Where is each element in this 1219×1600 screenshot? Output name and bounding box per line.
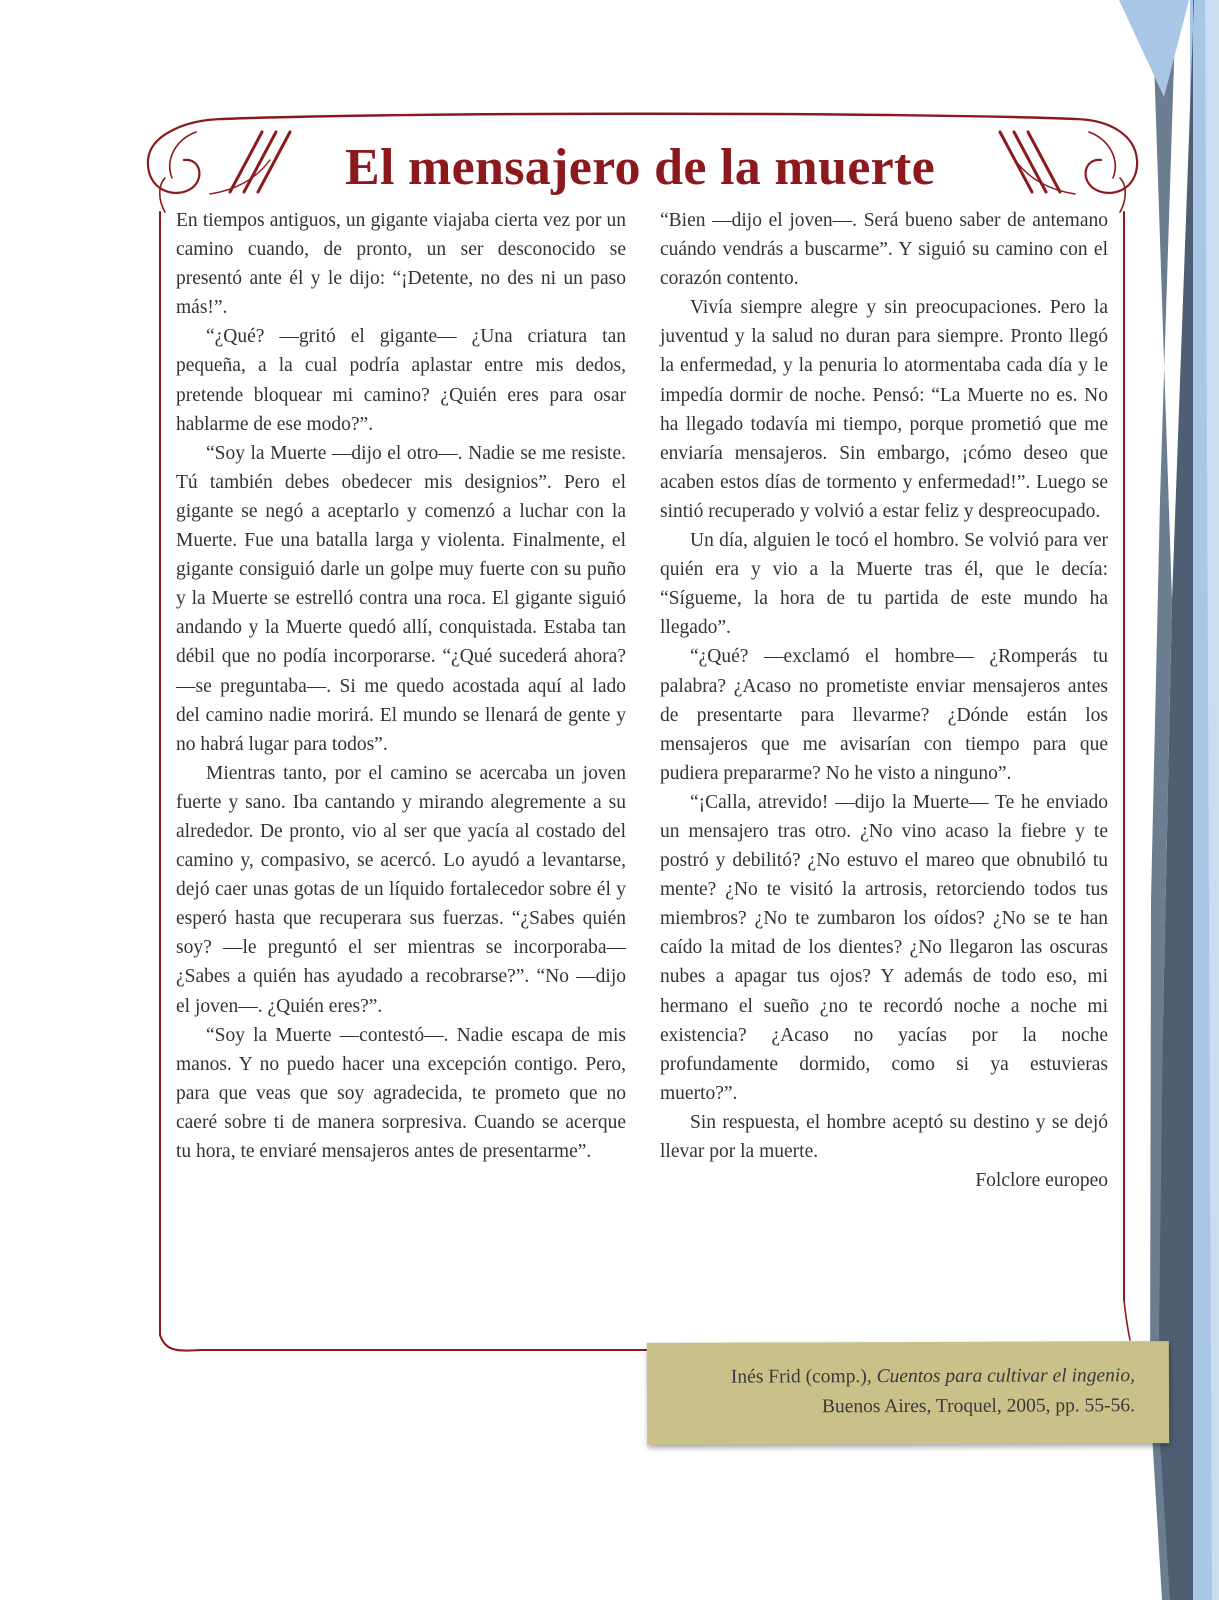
right-text-column xyxy=(660,206,1108,1195)
citation-text xyxy=(731,1361,1135,1422)
page-number: 65 xyxy=(1100,34,1124,57)
paragraph: Vivía siempre alegre y sin preocupaciones. Pero la juventud y la salud no duran para siempre. Pronto llegó la enfermedad, y la penuria lo atormentaba cada día y le impedía dormir de noche. Pensó: “La Muerte no es. No ha llegado todavía mi tiempo, porque prometió que me enviaría mensajeros. Sin embargo, ¡cómo deseo que acaben estos días de tormento y enfermedad!”. Luego se sintió recuperado y volvió a estar feliz y despreocupado. xyxy=(660,297,1108,522)
paragraph: En tiempos antiguos, un gigante viajaba cierta vez por un camino cuando, de pronto, un ser desconocido se presentó ante él y le dijo: “¡Detente, no des ni un paso más!”. xyxy=(176,210,626,319)
left-text-column xyxy=(176,206,626,1166)
citation-book-title: Cuentos para cultivar el ingenio, xyxy=(876,1365,1135,1388)
citation-publication: Buenos Aires, Troquel, 2005, pp. 55-56. xyxy=(821,1395,1136,1418)
paragraph: “Soy la Muerte —dijo el otro—. Nadie se me resiste. Tú también debes obedecer mis designios”. Pero el gigante se negó a aceptarlo y comenzó a luchar con la Muerte. Fue una batalla larga y violenta. Finalmente, el gigante consiguió darle un golpe muy fuerte con su puño y la Muerte se estrelló contra una roca. El gigante siguió andando y la Muerte quedó allí, conquistada. Estaba tan débil que no podía incorporarse. “¿Qué sucederá ahora? —se preguntaba—. Si me quedo acostada aquí al lado del camino nadie morirá. El mundo se llenará de gente y no habrá lugar para todos”. xyxy=(176,442,626,755)
paragraph: Sin respuesta, el hombre aceptó su destino y se dejó llevar por la muerte. xyxy=(660,1111,1108,1162)
story-title: El mensajero de la muerte xyxy=(345,139,935,196)
citation-author: Inés Frid (comp.), xyxy=(730,1366,872,1388)
paragraph: “Soy la Muerte —contestó—. Nadie escapa de mis manos. Y no puedo hacer una excepción contigo. Pero, para que veas que soy agradecida, te prometo que no caeré sobre ti de manera sorpresiva. Cuando se acerque tu hora, te enviaré mensajeros antes de presentarme”. xyxy=(176,1024,626,1162)
paragraph: “¿Qué? —exclamó el hombre— ¿Romperás tu palabra? ¿Acaso no prometiste enviar mensajeros antes de presentarte para llevarme? ¿Dónde están los mensajeros que me avisarían con tiempo para que pudiera prepararme? No he visto a ninguno”. xyxy=(660,646,1108,784)
source-citation-note xyxy=(647,1341,1169,1445)
paragraph: Un día, alguien le tocó el hombro. Se volvió para ver quién era y vio a la Muerte tras él, que le decía: “Sígueme, la hora de tu partida de este mundo ha llegado”. xyxy=(660,530,1108,639)
paragraph: “¿Qué? —gritó el gigante— ¿Una criatura tan pequeña, a la cual podría aplastar entre mis dedos, pretende bloquear mi camino? ¿Quién eres para osar hablarme de ese modo?”. xyxy=(176,326,626,435)
paragraph: Mientras tanto, por el camino se acercaba un joven fuerte y sano. Iba cantando y mirando alegremente a su alrededor. De pronto, vio al ser que yacía al costado del camino y, compasivo, se acercó. Lo ayudó a levantarse, dejó caer unas gotas de un líquido fortalecedor sobre él y esperó hasta que recuperara sus fuerzas. “¿Sabes quién soy? —le preguntó el ser mientras se incorporaba— ¿Sabes a quién has ayudado a recobrarse?”. “No —dijo el joven—. ¿Quién eres?”. xyxy=(176,762,626,1017)
paragraph: “Bien —dijo el joven—. Será bueno saber de antemano cuándo vendrás a buscarme”. Y siguió su camino con el corazón contento. xyxy=(660,210,1108,290)
attribution: Folclore europeo xyxy=(975,1170,1108,1192)
paragraph: “¡Calla, atrevido! —dijo la Muerte— Te he enviado un mensajero tras otro. ¿No vino acaso la fiebre y te postró y debilitó? ¿No estuvo el mareo que obnubiló tu mente? ¿No te visitó la artrosis, retorciendo todos tus miembros? ¿No te zumbaron los oídos? ¿No se te han caído la mitad de los dientes? ¿No llegaron las oscuras nubes a apagar tus ojos? Y además de todo eso, mi hermano el sueño ¿no te recordó noche a noche mi existencia? ¿Acaso no yacías por la noche profundamente dormido, como si ya estuvieras muerto?”. xyxy=(660,791,1108,1104)
